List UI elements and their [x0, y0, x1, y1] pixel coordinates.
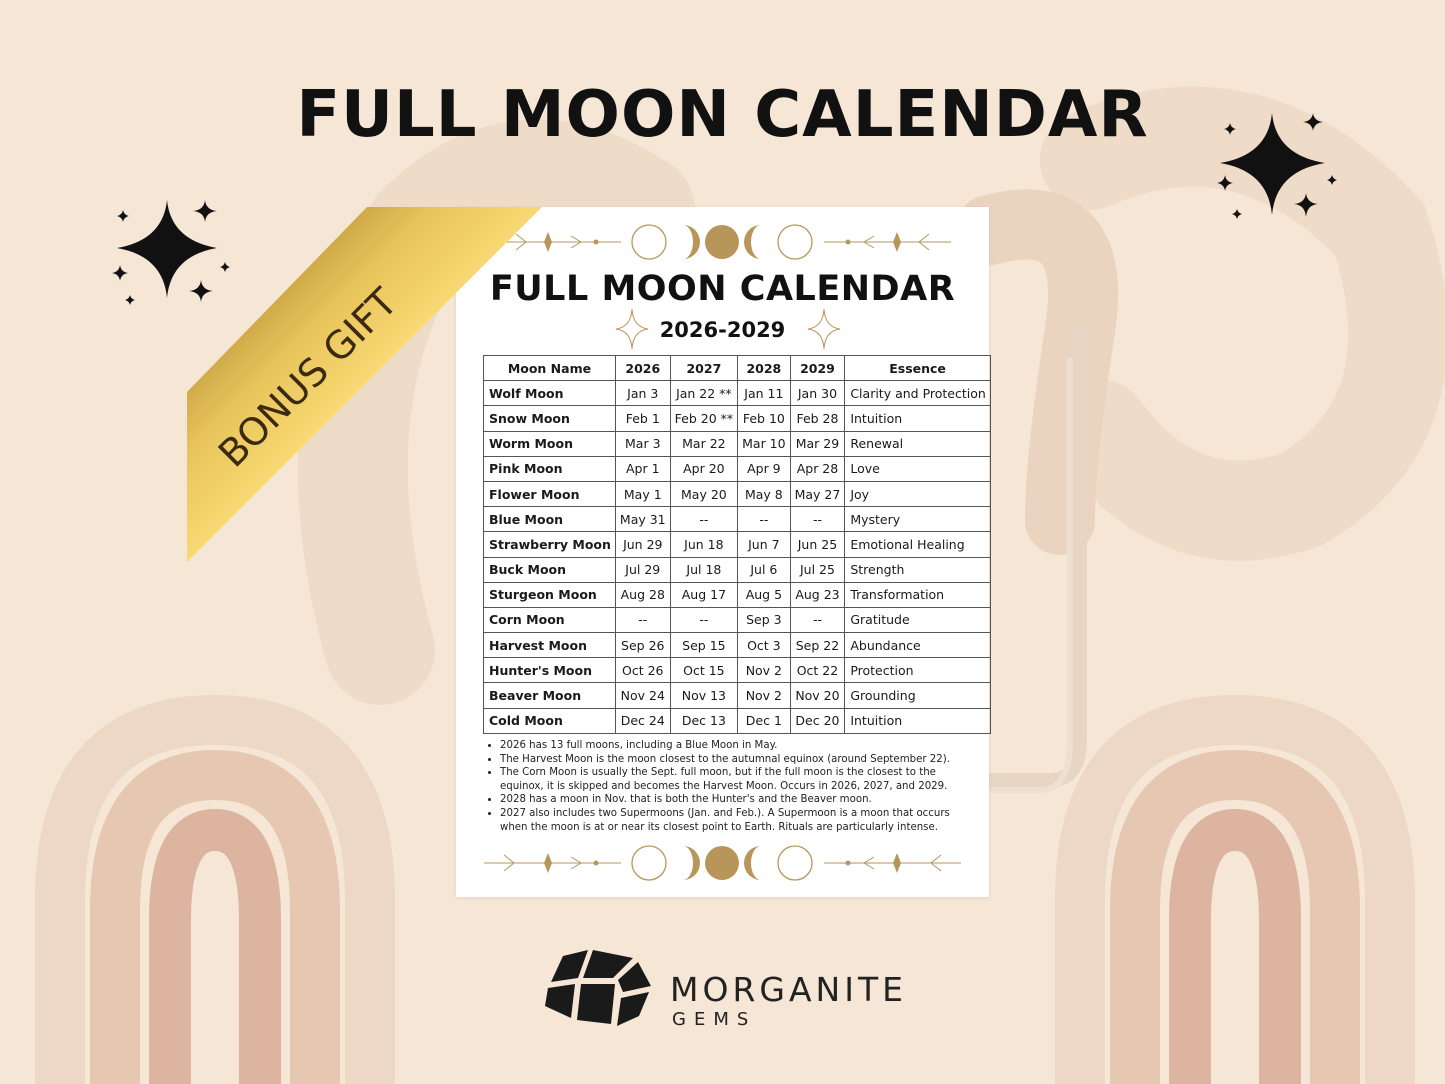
- moon-name-cell: Worm Moon: [484, 431, 616, 456]
- table-row: [484, 507, 991, 532]
- date-cell: Oct 26: [615, 658, 670, 683]
- essence-cell: Emotional Healing: [845, 532, 990, 557]
- date-cell: Apr 28: [790, 456, 845, 481]
- table-row: [484, 481, 991, 506]
- table-row: [484, 683, 991, 708]
- moon-name-cell: Buck Moon: [484, 557, 616, 582]
- sparkle-icon: [1210, 105, 1345, 225]
- date-cell: Aug 5: [738, 582, 790, 607]
- date-cell: Apr 1: [615, 456, 670, 481]
- date-cell: --: [790, 507, 845, 532]
- column-header: 2026: [615, 356, 670, 381]
- date-cell: May 8: [738, 481, 790, 506]
- brand-sub: GEMS: [672, 1009, 757, 1030]
- date-cell: Jul 18: [670, 557, 737, 582]
- essence-cell: Grounding: [845, 683, 990, 708]
- table-row: [484, 431, 991, 456]
- date-cell: May 20: [670, 481, 737, 506]
- date-cell: Feb 28: [790, 406, 845, 431]
- table-row: [484, 708, 991, 733]
- date-cell: May 1: [615, 481, 670, 506]
- date-cell: Jan 22 **: [670, 381, 737, 406]
- moon-name-cell: Cold Moon: [484, 708, 616, 733]
- essence-cell: Joy: [845, 481, 990, 506]
- essence-cell: Love: [845, 456, 990, 481]
- moon-name-cell: Flower Moon: [484, 481, 616, 506]
- table-row: [484, 607, 991, 632]
- date-cell: Mar 29: [790, 431, 845, 456]
- table-row: [484, 582, 991, 607]
- moon-name-cell: Blue Moon: [484, 507, 616, 532]
- date-cell: Jan 11: [738, 381, 790, 406]
- table-row: [484, 532, 991, 557]
- date-cell: Mar 22: [670, 431, 737, 456]
- column-header: 2028: [738, 356, 790, 381]
- date-cell: Jun 7: [738, 532, 790, 557]
- moon-name-cell: Harvest Moon: [484, 633, 616, 658]
- essence-cell: Abundance: [845, 633, 990, 658]
- date-cell: Jun 18: [670, 532, 737, 557]
- table-row: [484, 633, 991, 658]
- moon-name-cell: Pink Moon: [484, 456, 616, 481]
- date-cell: Apr 20: [670, 456, 737, 481]
- table-row: [484, 557, 991, 582]
- date-cell: Feb 1: [615, 406, 670, 431]
- column-header: 2029: [790, 356, 845, 381]
- page-title: FULL MOON CALENDAR: [296, 78, 1149, 152]
- column-header: Essence: [845, 356, 990, 381]
- date-cell: --: [670, 507, 737, 532]
- date-cell: Oct 15: [670, 658, 737, 683]
- date-cell: Sep 3: [738, 607, 790, 632]
- sheet-title: FULL MOON CALENDAR: [489, 269, 956, 309]
- essence-cell: Clarity and Protection: [845, 381, 990, 406]
- date-cell: Jul 6: [738, 557, 790, 582]
- essence-cell: Protection: [845, 658, 990, 683]
- date-cell: May 27: [790, 481, 845, 506]
- brand-name: MORGANITE: [670, 970, 907, 1009]
- date-cell: Mar 10: [738, 431, 790, 456]
- date-cell: Jan 3: [615, 381, 670, 406]
- moon-calendar-table: [483, 355, 991, 734]
- ribbon-label: BONUS GIFT: [209, 279, 406, 476]
- table-header-row: [484, 356, 991, 381]
- date-cell: Dec 13: [670, 708, 737, 733]
- date-cell: Feb 10: [738, 406, 790, 431]
- date-cell: Nov 13: [670, 683, 737, 708]
- date-cell: Dec 1: [738, 708, 790, 733]
- date-cell: Nov 2: [738, 683, 790, 708]
- date-cell: Apr 9: [738, 456, 790, 481]
- column-header: Moon Name: [484, 356, 616, 381]
- moon-name-cell: Beaver Moon: [484, 683, 616, 708]
- date-cell: Aug 17: [670, 582, 737, 607]
- date-cell: Jan 30: [790, 381, 845, 406]
- note-item: • The Corn Moon is usually the Sept. full moon, but if the full moon is the closest to the equinox, it is skipped and becomes the Harvest Moon. Occurs in 2026, 2027, and 2029.: [500, 766, 971, 793]
- table-row: [484, 406, 991, 431]
- date-cell: --: [790, 607, 845, 632]
- essence-cell: Intuition: [845, 708, 990, 733]
- date-cell: Jun 29: [615, 532, 670, 557]
- date-cell: Oct 3: [738, 633, 790, 658]
- table-row: [484, 381, 991, 406]
- bonus-gift-ribbon: [187, 207, 547, 567]
- date-cell: May 31: [615, 507, 670, 532]
- moon-name-cell: Wolf Moon: [484, 381, 616, 406]
- essence-cell: Transformation: [845, 582, 990, 607]
- date-cell: Dec 20: [790, 708, 845, 733]
- date-cell: Jul 25: [790, 557, 845, 582]
- date-cell: --: [615, 607, 670, 632]
- moon-phase-icon: [456, 841, 989, 885]
- date-cell: Oct 22: [790, 658, 845, 683]
- date-cell: Aug 23: [790, 582, 845, 607]
- date-cell: Nov 2: [738, 658, 790, 683]
- note-item: • The Harvest Moon is the moon closest to the autumnal equinox (around September 22).: [500, 753, 971, 767]
- morganite-gem-logo-icon: [543, 948, 653, 1030]
- date-cell: Sep 26: [615, 633, 670, 658]
- date-cell: Nov 20: [790, 683, 845, 708]
- note-item: • 2028 has a moon in Nov. that is both the Hunter's and the Beaver moon.: [500, 793, 971, 807]
- date-cell: Jul 29: [615, 557, 670, 582]
- date-cell: Jun 25: [790, 532, 845, 557]
- table-row: [484, 658, 991, 683]
- date-cell: Dec 24: [615, 708, 670, 733]
- moon-name-cell: Strawberry Moon: [484, 532, 616, 557]
- note-item: • 2027 also includes two Supermoons (Jan. and Feb.). A Supermoon is a moon that occurs when the moon is at or near its closest point to Earth. Rituals are particularly intense.: [500, 807, 971, 834]
- date-cell: Nov 24: [615, 683, 670, 708]
- moon-name-cell: Snow Moon: [484, 406, 616, 431]
- essence-cell: Strength: [845, 557, 990, 582]
- date-cell: --: [738, 507, 790, 532]
- essence-cell: Intuition: [845, 406, 990, 431]
- date-cell: Mar 3: [615, 431, 670, 456]
- essence-cell: Renewal: [845, 431, 990, 456]
- date-cell: Sep 22: [790, 633, 845, 658]
- essence-cell: Gratitude: [845, 607, 990, 632]
- moon-name-cell: Sturgeon Moon: [484, 582, 616, 607]
- moon-name-cell: Corn Moon: [484, 607, 616, 632]
- date-cell: Feb 20 **: [670, 406, 737, 431]
- sheet-years: 2026-2029: [659, 318, 786, 342]
- date-cell: --: [670, 607, 737, 632]
- column-header: 2027: [670, 356, 737, 381]
- moon-name-cell: Hunter's Moon: [484, 658, 616, 683]
- note-item: • 2026 has 13 full moons, including a Blue Moon in May.: [500, 739, 971, 753]
- notes: [486, 739, 971, 834]
- date-cell: Sep 15: [670, 633, 737, 658]
- essence-cell: Mystery: [845, 507, 990, 532]
- table-row: [484, 456, 991, 481]
- date-cell: Aug 28: [615, 582, 670, 607]
